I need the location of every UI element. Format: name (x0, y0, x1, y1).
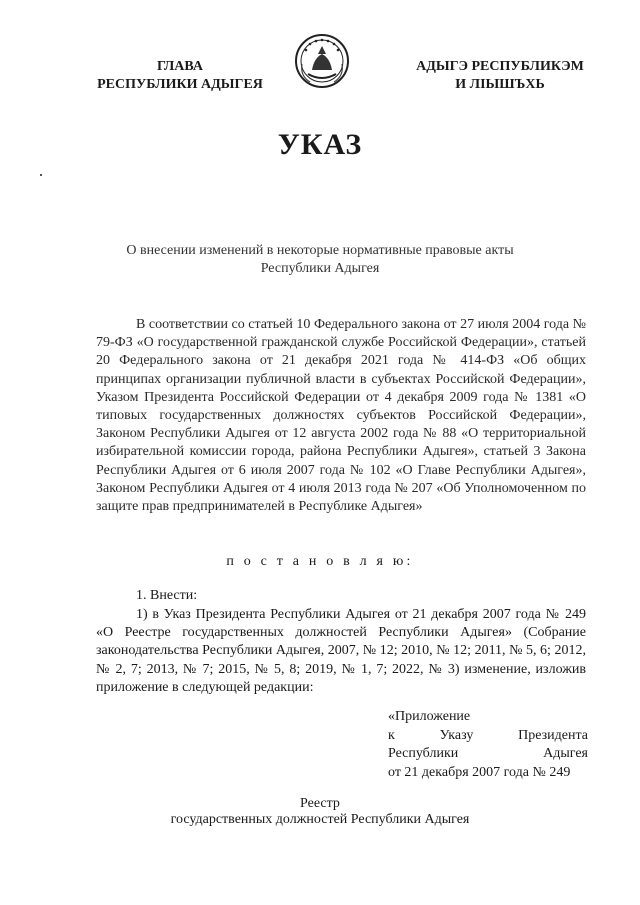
annex-word: Президента (518, 727, 588, 743)
document-title: УКАЗ (277, 128, 363, 161)
annex-line-4: от 21 декабря 2007 года № 249 (388, 764, 571, 780)
header-right (400, 58, 600, 94)
annex-word: к (388, 727, 395, 743)
item-1: 1. Внести: (136, 588, 198, 603)
annex-word: Республики (388, 746, 459, 761)
header-left-line-1: ГЛАВА (157, 59, 203, 74)
header-left-line-2: РЕСПУБЛИКИ АДЫГЕЯ (97, 77, 263, 92)
header-right-line-2: И ЛІЫШЪХЬ (455, 77, 545, 92)
document-subject (120, 242, 520, 278)
preamble-paragraph: В соответствии со статьей 10 Федерального закона от 27 июля 2004 года № 79-ФЗ «О государственной гражданской службе Российской Федерации», статьей 20 Федерального закона от 21 декабря 2021 года № 414-ФЗ «Об общих принципах организации публичной власти в субъектах Российской Федерации», Указом Президента Российской Федерации от 4 декабря 2009 года № 1381 «О типовых государственных должностях субъектов Российской Федерации», Законом Республики Адыгея от 12 августа 2002 года № 88 «О территориальной избирательной комиссии города, района Республики Адыгея», статьей 3 Закона Республики Адыгея от 6 июля 2007 года № 102 «О Главе Республики Адыгея», Законом Республики Адыгея от 4 июля 2013 года № 207 «Об Уполномоченном по защите прав предпринимателей в Республике Адыгея» (96, 317, 586, 515)
reestr-subtitle: государственных должностей Республики Адыгея (170, 812, 470, 827)
annex-line-3 (388, 745, 588, 764)
republic-coat-of-arms-icon (294, 30, 350, 92)
scan-speck (40, 174, 42, 176)
subject-line-2: Республики Адыгея (260, 261, 380, 276)
annex-line-1: «Приложение (388, 709, 471, 724)
annex-word: Адыгея (543, 746, 588, 761)
annex-word: Указу (439, 727, 474, 743)
item-1-subitem-1: 1) в Указ Президента Республики Адыгея от 21 декабря 2007 года № 249 «О Реестре государственных должностей Республики Адыгея» (Собрание законодательства Республики Адыгея, 2007, № 12; 2010, № 12; 2011, № 5, 6; 2012, № 2, 7; 2013, № 7; 2015, № 5, 8; 2019, № 1, 7; 2022, № 3) изменение, изложив приложение в следующей редакции: (96, 607, 586, 695)
annex-line-2 (388, 727, 588, 746)
reestr-title: Реестр (300, 796, 340, 811)
subject-line-1: О внесении изменений в некоторые нормативные правовые акты (126, 243, 514, 258)
header-right-line-1: АДЫГЭ РЕСПУБЛИКЭМ (416, 59, 584, 74)
header-left (80, 58, 280, 94)
annex-block (388, 708, 588, 782)
decree-word: п о с т а н о в л я ю: (226, 554, 414, 569)
